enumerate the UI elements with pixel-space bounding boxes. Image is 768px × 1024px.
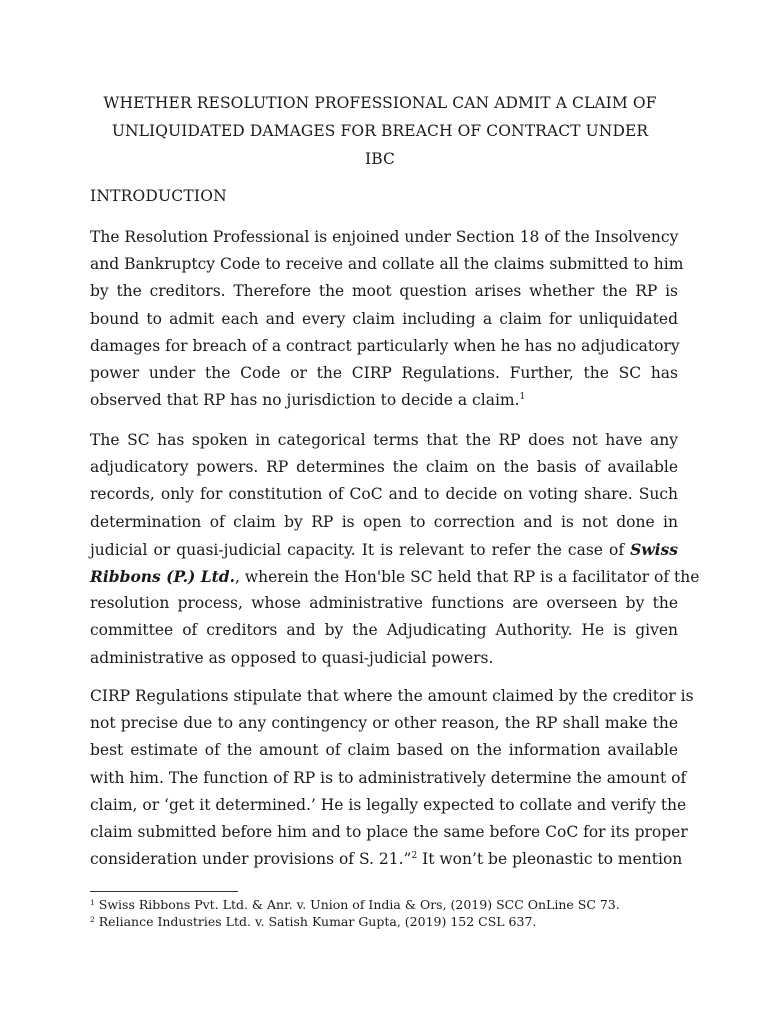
paragraph-line: determination of claim by RP is open to correction and is not done in [90, 512, 678, 531]
paragraph-line: bound to admit each and every claim including a claim for unliquidated [90, 309, 678, 328]
case-name-italic: Ribbons (P.) Ltd. [90, 566, 236, 586]
paragraph-line-text: judicial or quasi-judicial capacity. It is relevant to refer the case of [90, 540, 625, 559]
paragraph-line: claim, or ‘get it determined.’ He is legally expected to collate and verify the [90, 795, 687, 814]
paragraph-line [90, 563, 700, 590]
paragraph-line: CIRP Regulations stipulate that where the amount claimed by the creditor is [90, 687, 694, 705]
footnote-divider [90, 891, 238, 892]
paragraph-line-text: consideration under provisions of S. 21.” [90, 850, 412, 869]
paragraph-line: with him. The function of RP is to administratively determine the amount of [90, 768, 687, 787]
paragraph-line [90, 387, 678, 414]
footnote-item [90, 896, 620, 913]
title-line-1: WHETHER RESOLUTION PROFESSIONAL CAN ADMIT A CLAIM OF [103, 94, 657, 112]
paragraph-line: records, only for constitution of CoC and to decide on voting share. Such [90, 485, 678, 504]
paragraph-line: power under the Code or the CIRP Regulations. Further, the SC has [90, 363, 678, 382]
case-name-italic: Swiss [630, 539, 678, 559]
paragraph-line: resolution process, whose administrative functions are overseen by the [90, 594, 678, 613]
paragraph-line: claim submitted before him and to place the same before CoC for its proper [90, 822, 688, 841]
footnote-number: 2 [90, 915, 95, 924]
paragraph-3 [90, 683, 694, 873]
document-title [80, 89, 680, 173]
paragraph-2 [90, 427, 700, 672]
paragraph-line: not precise due to any contingency or other reason, the RP shall make the [90, 714, 678, 733]
paragraph-line [90, 536, 678, 563]
footnotes [90, 896, 620, 930]
title-line-2: UNLIQUIDATED DAMAGES FOR BREACH OF CONTRACT UNDER [111, 122, 649, 140]
paragraph-line-text: , wherein the Hon'ble SC held that RP is a facilitator of the [235, 567, 700, 586]
section-heading: INTRODUCTION [90, 187, 227, 205]
paragraph-line [90, 846, 683, 873]
footnote-text: Swiss Ribbons Pvt. Ltd. & Anr. v. Union of India & Ors, (2019) SCC OnLine SC 73. [98, 897, 620, 912]
paragraph-line: administrative as opposed to quasi-judicial powers. [90, 648, 494, 667]
footnote-number: 1 [90, 898, 95, 907]
paragraph-line: and Bankruptcy Code to receive and collate all the claims submitted to him [90, 255, 684, 274]
footnote-text: Reliance Industries Ltd. v. Satish Kumar Gupta, (2019) 152 CSL 637. [98, 914, 537, 929]
paragraph-line: best estimate of the amount of claim based on the information available [90, 741, 678, 760]
footnote-ref[interactable]: 1 [519, 392, 526, 403]
paragraph-1 [90, 224, 684, 414]
paragraph-line-text: It won’t be pleonastic to mention [417, 850, 683, 869]
title-line-3: IBC [365, 150, 395, 168]
paragraph-line: damages for breach of a contract particularly when he has no adjudicatory [90, 336, 680, 355]
paragraph-line: adjudicatory powers. RP determines the claim on the basis of available [90, 458, 678, 477]
paragraph-line: The Resolution Professional is enjoined under Section 18 of the Insolvency [90, 228, 679, 246]
footnote-item [90, 913, 620, 930]
paragraph-line: The SC has spoken in categorical terms that the RP does not have any [90, 431, 678, 449]
paragraph-line: by the creditors. Therefore the moot question arises whether the RP is [90, 282, 678, 301]
paragraph-line: committee of creditors and by the Adjudicating Authority. He is given [90, 621, 678, 640]
paragraph-line-text: observed that RP has no jurisdiction to decide a claim. [90, 391, 520, 410]
footnote-ref[interactable]: 2 [411, 851, 418, 862]
